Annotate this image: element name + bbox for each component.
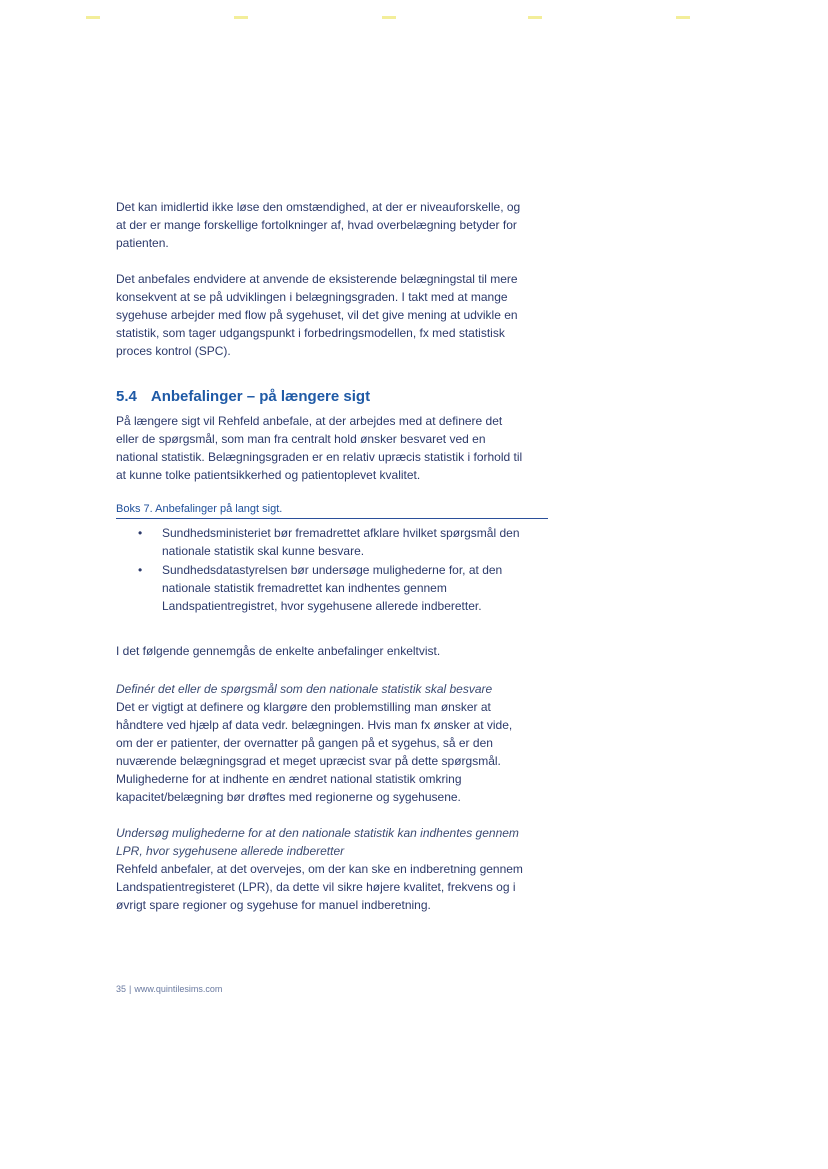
subheading-1: Definér det eller de spørgsmål som den nationale statistik skal besvare (116, 682, 493, 696)
section-title: Anbefalinger – på længere sigt (150, 388, 371, 405)
scan-artifact (234, 16, 248, 19)
paragraph-1: Det kan imidlertid ikke løse den omstændighed, at der er niveauforskelle, og at der er mange forskellige fortolkninger af, hvad overbelægning betyder for patienten. (116, 200, 521, 250)
paragraph-3: På længere sigt vil Rehfeld anbefale, at der arbejdes med at definere det eller de spørgsmål, som man fra centralt hold ønsker besvaret ved en national statistik. Belægningsgraden er en relativ upræcis statistik i forhold til at kunne tolke patientsikkerhed og patientoplevet kvalitet. (116, 414, 523, 482)
page-footer (116, 984, 222, 994)
scan-artifact (382, 16, 396, 19)
scan-artifact (528, 16, 542, 19)
section-heading (116, 388, 546, 405)
scan-artifact (676, 16, 690, 19)
paragraph-2: Det anbefales endvidere at anvende de eksisterende belægningstal til mere konsekvent at se på udviklingen i belægningsgraden. I takt med at mange sygehuse arbejder med flow på sygehuset, vil det give mening at udvikle en statistik, som tager udgangspunkt i forbedringsmodellen, fx med statistisk proces kontrol (SPC). (116, 272, 518, 358)
box-item-text: Sundhedsdatastyrelsen bør undersøge mulighederne for, at den nationale statistik fremadrettet kan indhentes gennem Landspatientregistret, hvor sygehusene allerede indberetter. (162, 563, 503, 613)
section-number: 5.4 (116, 388, 137, 405)
paragraph-4: I det følgende gennemgås de enkelte anbefalinger enkeltvist. (116, 644, 441, 658)
scan-artifact (86, 16, 100, 19)
paragraph-6: Rehfeld anbefaler, at det overvejes, om der kan ske en indberetning gennem Landspatientregisteret (LPR), da dette vil sikre højere kvalitet, frekvens og i øvrigt spare regioner og sygehuse for manuel indberetning. (116, 862, 523, 912)
box-title: Boks 7. Anbefalinger på langt sigt. (116, 503, 548, 519)
bullet-icon: • (138, 526, 143, 540)
footer-separator: | (129, 984, 132, 994)
page-number: 35 (116, 984, 127, 994)
box-list (116, 524, 548, 616)
footer-site: www.quintilesims.com (134, 984, 223, 994)
subheading-2: Undersøg mulighederne for at den nationale statistik kan indhentes gennem LPR, hvor sygehusene allerede indberetter (116, 826, 519, 858)
box-item-text: Sundhedsministeriet bør fremadrettet afklare hvilket spørgsmål den nationale statistik skal kunne besvare. (162, 526, 520, 558)
box-list-item (116, 561, 548, 615)
box-list-item (116, 524, 548, 560)
paragraph-5: Det er vigtigt at definere og klargøre den problemstilling man ønsker at håndtere ved hjælp af data vedr. belægningen. Hvis man fx ønsker at vide, om der er patienter, der overnatter på gangen på et sygehus, så er den nuværende belægningsgrad et meget upræcist svar på dette spørgsmål. Mulighederne for at indhente en ændret national statistik omkring kapacitet/belægning bør drøftes med regionerne og sygehusene. (116, 700, 513, 804)
bullet-icon: • (138, 563, 143, 577)
